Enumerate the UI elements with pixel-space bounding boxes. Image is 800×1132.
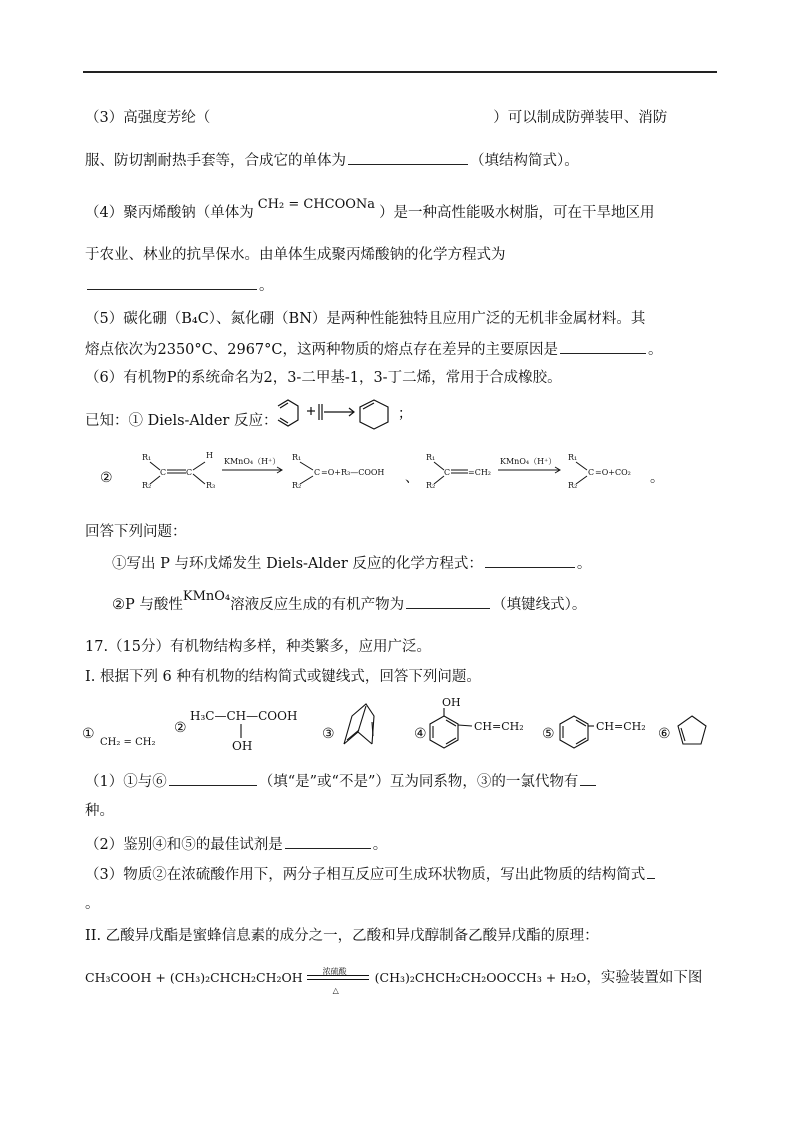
compound-2-oh: OH xyxy=(232,739,253,753)
reversible-arrow-icon xyxy=(307,966,371,995)
eq-left: CH₃COOH + (CH₃)₂CHCH₂CH₂OH xyxy=(85,970,303,985)
compound-1-label: ① xyxy=(82,726,95,742)
q3-text-a: （3）高强度芳纶（ xyxy=(85,110,211,126)
r2-condition-1: KMnO₄（H⁺） xyxy=(224,457,281,466)
q17-sub3 xyxy=(85,864,657,885)
monomer-formula: CH₂ = CHCOONa xyxy=(257,197,376,212)
q3-line2 xyxy=(85,150,579,171)
answer-blank[interactable] xyxy=(647,864,655,879)
kmno4-formula: KMnO₄ xyxy=(182,589,231,604)
compound-5-label: ⑤ xyxy=(542,726,555,742)
known-label: 已知：① Diels-Alder 反应： xyxy=(85,413,278,429)
compound-4-side: CH=CH₂ xyxy=(474,720,524,733)
known-end: ； xyxy=(398,406,412,422)
cyclohexene-icon xyxy=(360,400,388,429)
r2-product-1: =O+R₃—COOH xyxy=(321,468,385,477)
q5-line1: （5）碳化硼（B₄C）、氮化硼（BN）是两种性能独特且应用广泛的无机非金属材料。其 xyxy=(85,311,646,327)
q6-sub2 xyxy=(112,589,587,616)
q5-line2 xyxy=(85,339,663,360)
q6-known-line xyxy=(85,411,277,431)
oxidation-scheme xyxy=(100,448,680,500)
svg-text:R₁: R₁ xyxy=(292,453,302,462)
q6-sub1 xyxy=(112,553,591,574)
svg-text:R₂: R₂ xyxy=(568,481,578,490)
r2-label: ② xyxy=(100,470,113,486)
r2-product-2: =O+CO₂ xyxy=(595,468,631,477)
q3-text-c: 服、防切割耐热手套等，合成它的单体为 xyxy=(85,153,346,169)
q4-text-b: ）是一种高性能吸水树脂，可在干旱地区用 xyxy=(379,205,655,221)
compound-4-label: ④ xyxy=(414,726,427,742)
svg-text:R₁: R₁ xyxy=(426,453,436,462)
cyclopentene-icon xyxy=(678,716,706,744)
eq-condition-bottom: △ xyxy=(332,985,339,995)
q4-end: 。 xyxy=(259,278,274,294)
svg-text:C: C xyxy=(444,468,451,477)
answer-blank[interactable] xyxy=(169,771,257,786)
q4-line3 xyxy=(85,275,274,296)
q3-text-b: ）可以制成防弹装甲、消防 xyxy=(493,110,668,126)
answer-blank[interactable] xyxy=(87,275,257,290)
q6-sub1-text: ①写出 P 与环戊烯发生 Diels-Alder 反应的化学方程式： xyxy=(112,556,483,572)
svg-text:C: C xyxy=(160,468,167,477)
answer-intro: 回答下列问题： xyxy=(85,524,187,540)
svg-text:C: C xyxy=(314,468,321,477)
r2-condition-2: KMnO₄（H⁺） xyxy=(500,457,557,466)
q6-sub2-end: （填键线式）。 xyxy=(492,597,587,613)
styrene-icon xyxy=(560,716,594,748)
eq-tail: ，实验装置如下图 xyxy=(586,970,703,986)
q17-sub1 xyxy=(85,771,598,792)
r2-sep: 、 xyxy=(405,470,419,486)
q4-line1 xyxy=(85,197,655,224)
svg-text:R₂: R₂ xyxy=(142,481,152,490)
q17-sub3-end: 。 xyxy=(85,896,100,912)
q3-line1 xyxy=(85,108,667,128)
svg-text:R₂: R₂ xyxy=(426,481,436,490)
q17-sub2 xyxy=(85,834,387,855)
compounds-row xyxy=(82,692,722,758)
svg-text:R₂: R₂ xyxy=(292,481,302,490)
compound-2-formula: H₃C—CH—COOH xyxy=(190,709,298,723)
q17-sub1-text-b: （填“是”或“不是”）互为同系物，③的一氯代物有 xyxy=(258,774,579,790)
q17-sub2-end: 。 xyxy=(372,837,388,853)
q17-sub3-text: （3）物质②在浓硫酸作用下，两分子相互反应可生成环状物质，写出此物质的结构简式 xyxy=(85,867,646,883)
q4-line2: 于农业、林业的抗旱保水。由单体生成聚丙烯酸钠的化学方程式为 xyxy=(85,247,506,263)
diels-alder-scheme xyxy=(272,396,422,438)
eq-condition-top: 浓硫酸 xyxy=(322,966,347,976)
svg-text:H: H xyxy=(206,451,213,460)
q5-end: 。 xyxy=(648,342,663,358)
svg-text:C: C xyxy=(588,468,595,477)
q17-sub1-cont: 种。 xyxy=(85,803,114,819)
q17-part1: I. 根据下列 6 种有机物的结构简式或键线式，回答下列问题。 xyxy=(85,669,481,685)
q3-text-d: （填结构简式）。 xyxy=(470,153,579,169)
q5-text-a: 熔点依次为2350°C、2967°C，这两种物质的熔点存在差异的主要原因是 xyxy=(85,342,558,358)
esterification-equation xyxy=(85,966,703,995)
q6-sub2-text-b: 溶液反应生成的有机产物为 xyxy=(230,597,405,613)
compound-4-oh: OH xyxy=(442,696,461,709)
compound-5-side: CH=CH₂ xyxy=(596,720,646,733)
compound-6-label: ⑥ xyxy=(658,726,671,742)
phenol-icon xyxy=(430,708,472,748)
answer-blank[interactable] xyxy=(485,553,575,568)
q6-sub1-end: 。 xyxy=(576,556,592,572)
eq-right: (CH₃)₂CHCH₂CH₂OOCCH₃ + H₂O xyxy=(374,970,587,985)
q6-sub2-text-a: ②P 与酸性 xyxy=(112,597,183,613)
answer-blank[interactable] xyxy=(348,150,468,165)
answer-blank[interactable] xyxy=(285,834,371,849)
header-rule xyxy=(83,71,717,73)
compound-3-label: ③ xyxy=(322,726,335,742)
q17-sub1-text-a: （1）①与⑥ xyxy=(85,774,167,790)
answer-blank[interactable] xyxy=(406,594,490,609)
svg-text:R₃: R₃ xyxy=(206,481,216,490)
q17-part2: II. 乙酸异戊酯是蜜蜂信息素的成分之一，乙酸和异戊醇制备乙酸异戊酯的原理： xyxy=(85,928,599,944)
diene-icon xyxy=(278,400,298,426)
q4-text-a: （4）聚丙烯酸钠（单体为 xyxy=(85,205,254,221)
answer-blank[interactable] xyxy=(580,771,596,786)
r2-end: 。 xyxy=(650,470,664,486)
answer-blank[interactable] xyxy=(560,339,646,354)
svg-text:=CH₂: =CH₂ xyxy=(468,468,492,477)
svg-text:R₁: R₁ xyxy=(568,453,578,462)
q17-sub2-text: （2）鉴别④和⑤的最佳试剂是 xyxy=(85,837,283,853)
compound-1-formula: CH₂ = CH₂ xyxy=(100,737,156,748)
bicyclooctadiene-icon xyxy=(344,704,374,744)
compound-2-label: ② xyxy=(174,720,187,736)
svg-text:C: C xyxy=(186,468,193,477)
q6-line1: （6）有机物P的系统命名为2，3-二甲基-1，3-丁二烯，常用于合成橡胶。 xyxy=(85,370,562,386)
q17-title: 17.（15分）有机物结构多样，种类繁多，应用广泛。 xyxy=(85,639,432,655)
svg-text:R₁: R₁ xyxy=(142,453,152,462)
